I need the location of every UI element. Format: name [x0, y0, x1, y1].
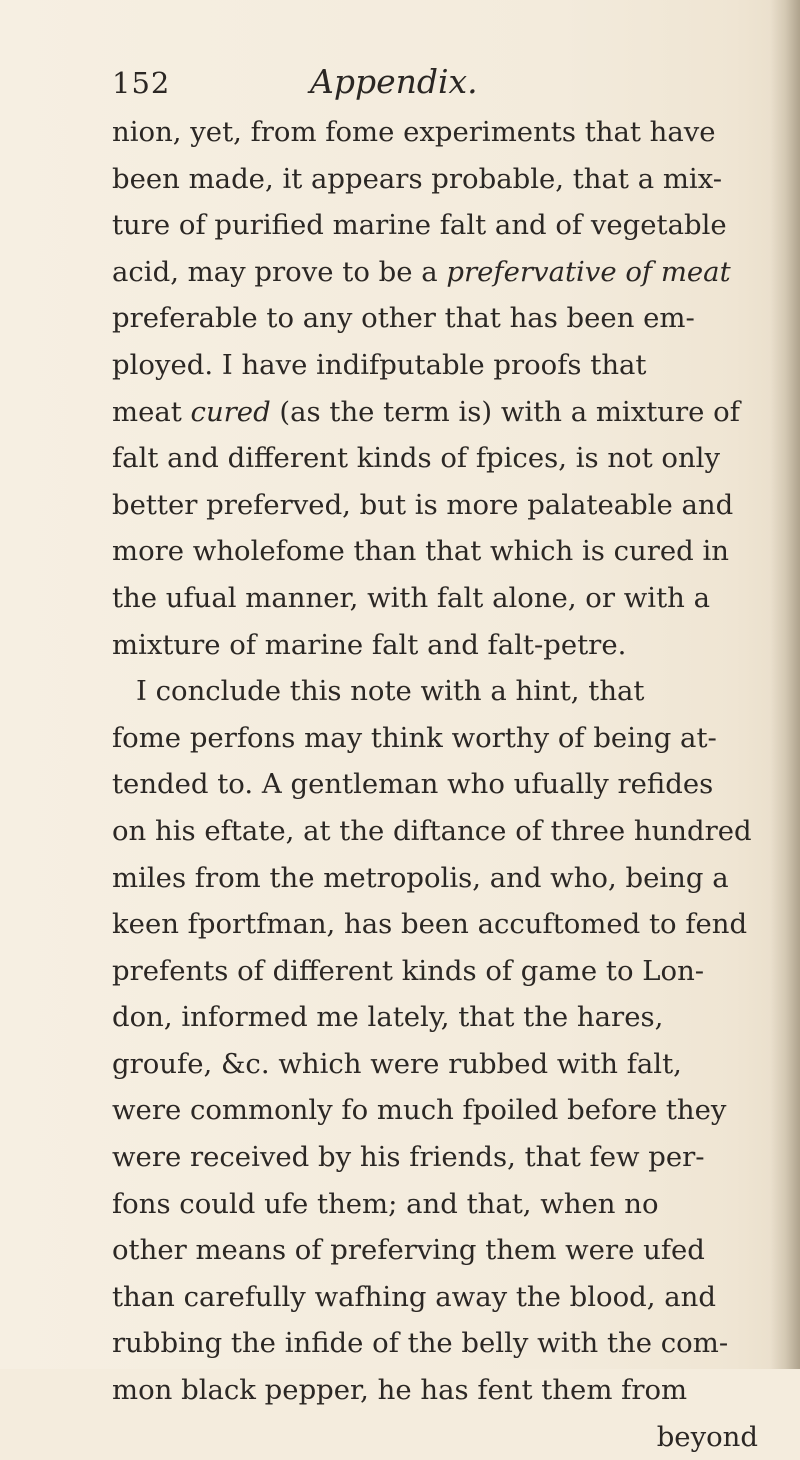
text-line-27: rubbing the infide of the belly with the com- — [112, 1327, 729, 1360]
page-gutter-shadow — [770, 0, 800, 1369]
text-line-11: the ufual manner, with falt alone, or with a — [112, 581, 710, 614]
text-line-2: been made, it appears probable, that a mix- — [112, 162, 723, 195]
text-line-1: nion, yet, from fome experiments that have — [112, 116, 716, 148]
text-line-9: better preferved, but is more palateable and — [112, 488, 734, 521]
page-header — [112, 58, 732, 108]
text-line-23: were received by his friends, that few per- — [112, 1141, 705, 1174]
text-line-25: other means of preferving them were ufed — [112, 1234, 705, 1267]
italic-phrase-prefervative: prefervative of meat — [446, 255, 731, 288]
text-line-7 — [112, 389, 762, 436]
text-line-10: more wholefome than that which is cured in — [112, 535, 729, 568]
text-line-6: ployed. I have indifputable proofs that — [112, 348, 647, 381]
text-line-8: falt and different kinds of fpices, is not only — [112, 442, 721, 475]
text-line-26: than carefully wafhing away the blood, and — [112, 1280, 716, 1313]
text-line-14: fome perfons may think worthy of being at- — [112, 721, 717, 754]
running-title: Appendix. — [310, 62, 478, 101]
text-line-4-start: acid, may prove to be a — [112, 255, 447, 288]
text-line-3: ture of purified marine falt and of vegetable — [112, 209, 727, 242]
text-line-7-start: meat — [112, 395, 191, 428]
italic-word-cured: cured — [190, 395, 271, 428]
body-text — [112, 109, 762, 1460]
text-line-16: on his eftate, at the diftance of three hundred — [112, 814, 752, 847]
catchword: beyond — [656, 1420, 758, 1453]
text-line-22: were commonly fo much fpoiled before they — [112, 1094, 727, 1127]
text-line-20: don, informed me lately, that the hares, — [112, 1001, 664, 1034]
text-line-19: prefents of different kinds of game to Lon- — [112, 954, 705, 987]
text-line-13: I conclude this note with a hint, that — [136, 675, 645, 708]
text-line-24: fons could ufe them; and that, when no — [112, 1187, 659, 1220]
text-line-4 — [112, 249, 762, 296]
text-line-5: preferable to any other that has been em- — [112, 302, 695, 335]
text-line-15: tended to. A gentleman who ufually refides — [112, 768, 714, 801]
text-line-28: mon black pepper, he has fent them from — [112, 1374, 688, 1407]
text-line-18: keen fportfman, has been accuftomed to fend — [112, 908, 748, 941]
text-line-12: mixture of marine falt and falt-petre. — [112, 628, 627, 661]
text-line-21: groufe, &c. which were rubbed with falt, — [112, 1047, 682, 1080]
text-line-7-end: (as the term is) with a mixture of — [270, 395, 740, 428]
page-number: 152 — [112, 66, 171, 100]
text-line-17: miles from the metropolis, and who, being a — [112, 861, 729, 894]
